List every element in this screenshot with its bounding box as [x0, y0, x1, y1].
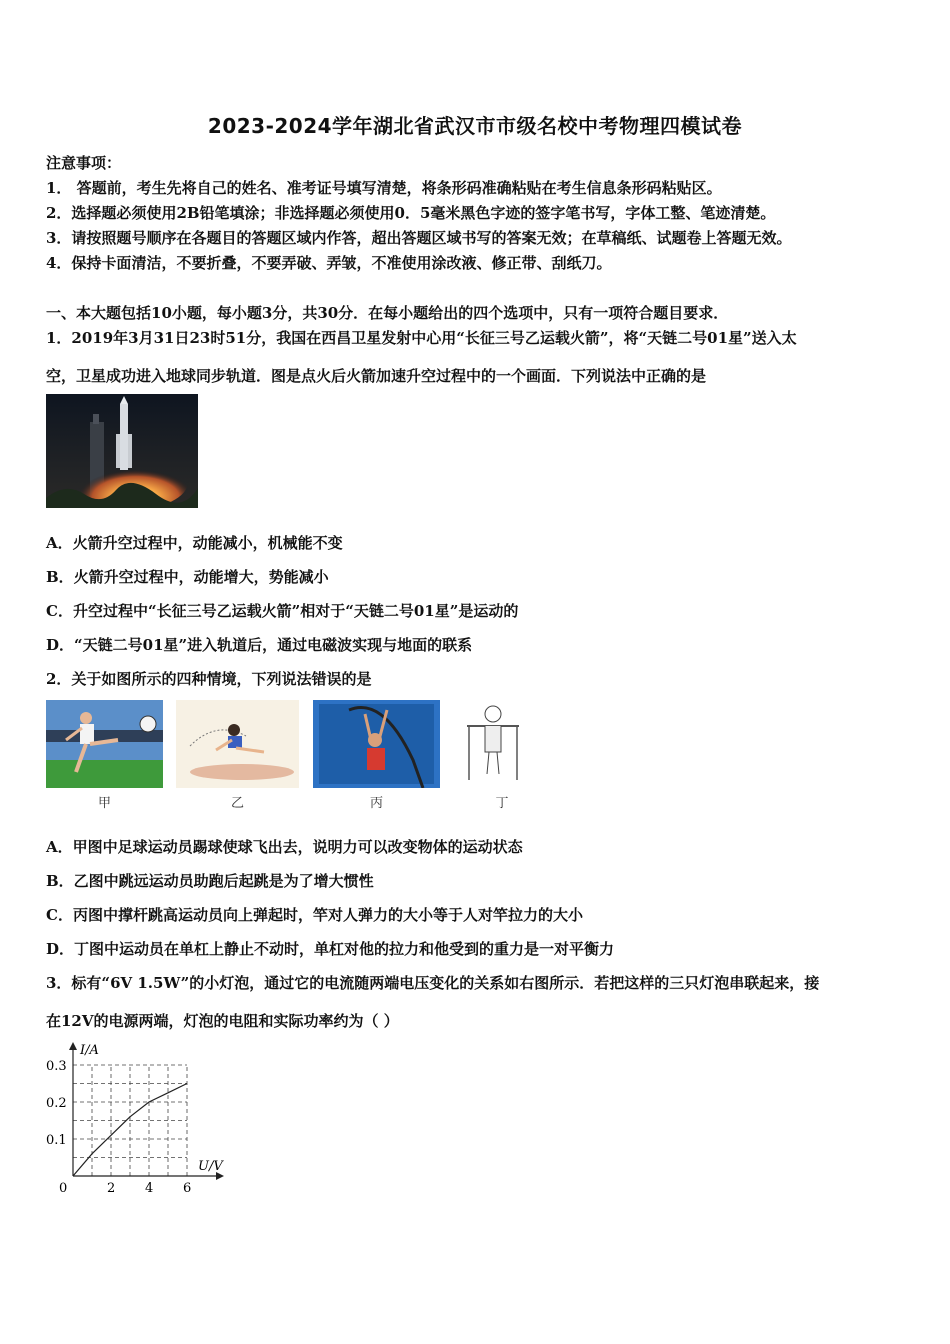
- caption-jia: 甲: [97, 796, 111, 811]
- notice-item: 3．请按照题号顺序在各题目的答题区域内作答，超出答题区域书写的答案无效；在草稿纸、试题卷上答题无效。: [46, 229, 792, 247]
- q1-stem-line2: 空，卫星成功进入地球同步轨道．图是点火后火箭加速升空过程中的一个画面．下列说法中正确的是: [46, 367, 707, 385]
- q2-option-a: A．甲图中足球运动员踢球使球飞出去，说明力可以改变物体的运动状态: [46, 838, 523, 856]
- y-axis-arrow: [69, 1042, 77, 1050]
- y-tick-label: 0.3: [46, 1059, 67, 1074]
- y-tick-label: 0.1: [46, 1133, 67, 1148]
- q2-stem: 2．关于如图所示的四种情境，下列说法错误的是: [46, 670, 372, 688]
- q1-option-d: D．“天链二号01星”进入轨道后，通过电磁波实现与地面的联系: [46, 636, 473, 654]
- long-jump-image: [176, 700, 299, 788]
- q3-stem-line2: 在12V的电源两端，灯泡的电阻和实际功率约为（ ）: [46, 1012, 399, 1030]
- caption-bing: 丙: [369, 796, 383, 811]
- q1-option-c: C．升空过程中“长征三号乙运载火箭”相对于“天链二号01星”是运动的: [46, 602, 519, 620]
- horizontal-bar-image: [459, 700, 525, 788]
- q1-stem-line1: 1．2019年3月31日23时51分，我国在西昌卫星发射中心用“长征三号乙运载火箭”，将“天链二号01星”送入太: [46, 329, 797, 347]
- caption-yi: 乙: [230, 796, 244, 811]
- y-tick-label: 0.2: [46, 1096, 67, 1111]
- iu-chart: [40, 1038, 240, 1198]
- x-axis-label: U/V: [198, 1159, 223, 1174]
- caption-ding: 丁: [495, 796, 509, 811]
- y-axis-label: I/A: [80, 1043, 99, 1058]
- q3-stem-line1: 3．标有“6V 1.5W”的小灯泡，通过它的电流随两端电压变化的关系如右图所示．若把这样的三只灯泡串联起来，接: [46, 974, 820, 992]
- q2-option-c: C．丙图中撑杆跳高运动员向上弹起时，竿对人弹力的大小等于人对竿拉力的大小: [46, 906, 583, 924]
- section-heading: 一、本大题包括10小题，每小题3分，共30分．在每小题给出的四个选项中，只有一项符合题目要求．: [46, 304, 729, 322]
- soccer-player-image: [46, 700, 163, 788]
- chart-grid: [73, 1065, 187, 1176]
- q2-option-d: D．丁图中运动员在单杠上静止不动时，单杠对他的拉力和他受到的重力是一对平衡力: [46, 940, 615, 958]
- notice-item: 4．保持卡面清洁，不要折叠，不要弄破、弄皱，不准使用涂改液、修正带、刮纸刀。: [46, 254, 612, 272]
- q1-option-a: A．火箭升空过程中，动能减小，机械能不变: [46, 534, 343, 552]
- notice-heading: 注意事项：: [46, 154, 122, 172]
- x-tick-label: 0: [59, 1181, 68, 1196]
- q1-option-b: B．火箭升空过程中，动能增大，势能减小: [46, 568, 329, 586]
- x-tick-label: 6: [183, 1181, 192, 1196]
- x-tick-label: 2: [107, 1181, 116, 1196]
- pole-vault-image: [313, 700, 440, 788]
- rocket-launch-image: [46, 394, 198, 508]
- notice-item: 1． 答题前，考生先将自己的姓名、准考证号填写清楚，将条形码准确粘贴在考生信息条形码粘贴区。: [46, 179, 722, 197]
- q2-option-b: B．乙图中跳远运动员助跑后起跳是为了增大惯性: [46, 872, 374, 890]
- x-tick-label: 4: [145, 1181, 154, 1196]
- notice-item: 2．选择题必须使用2B铅笔填涂；非选择题必须使用0．5毫米黑色字迹的签字笔书写，字体工整、笔迹清楚。: [46, 204, 776, 222]
- page-title: 2023-2024学年湖北省武汉市市级名校中考物理四模试卷: [207, 114, 743, 138]
